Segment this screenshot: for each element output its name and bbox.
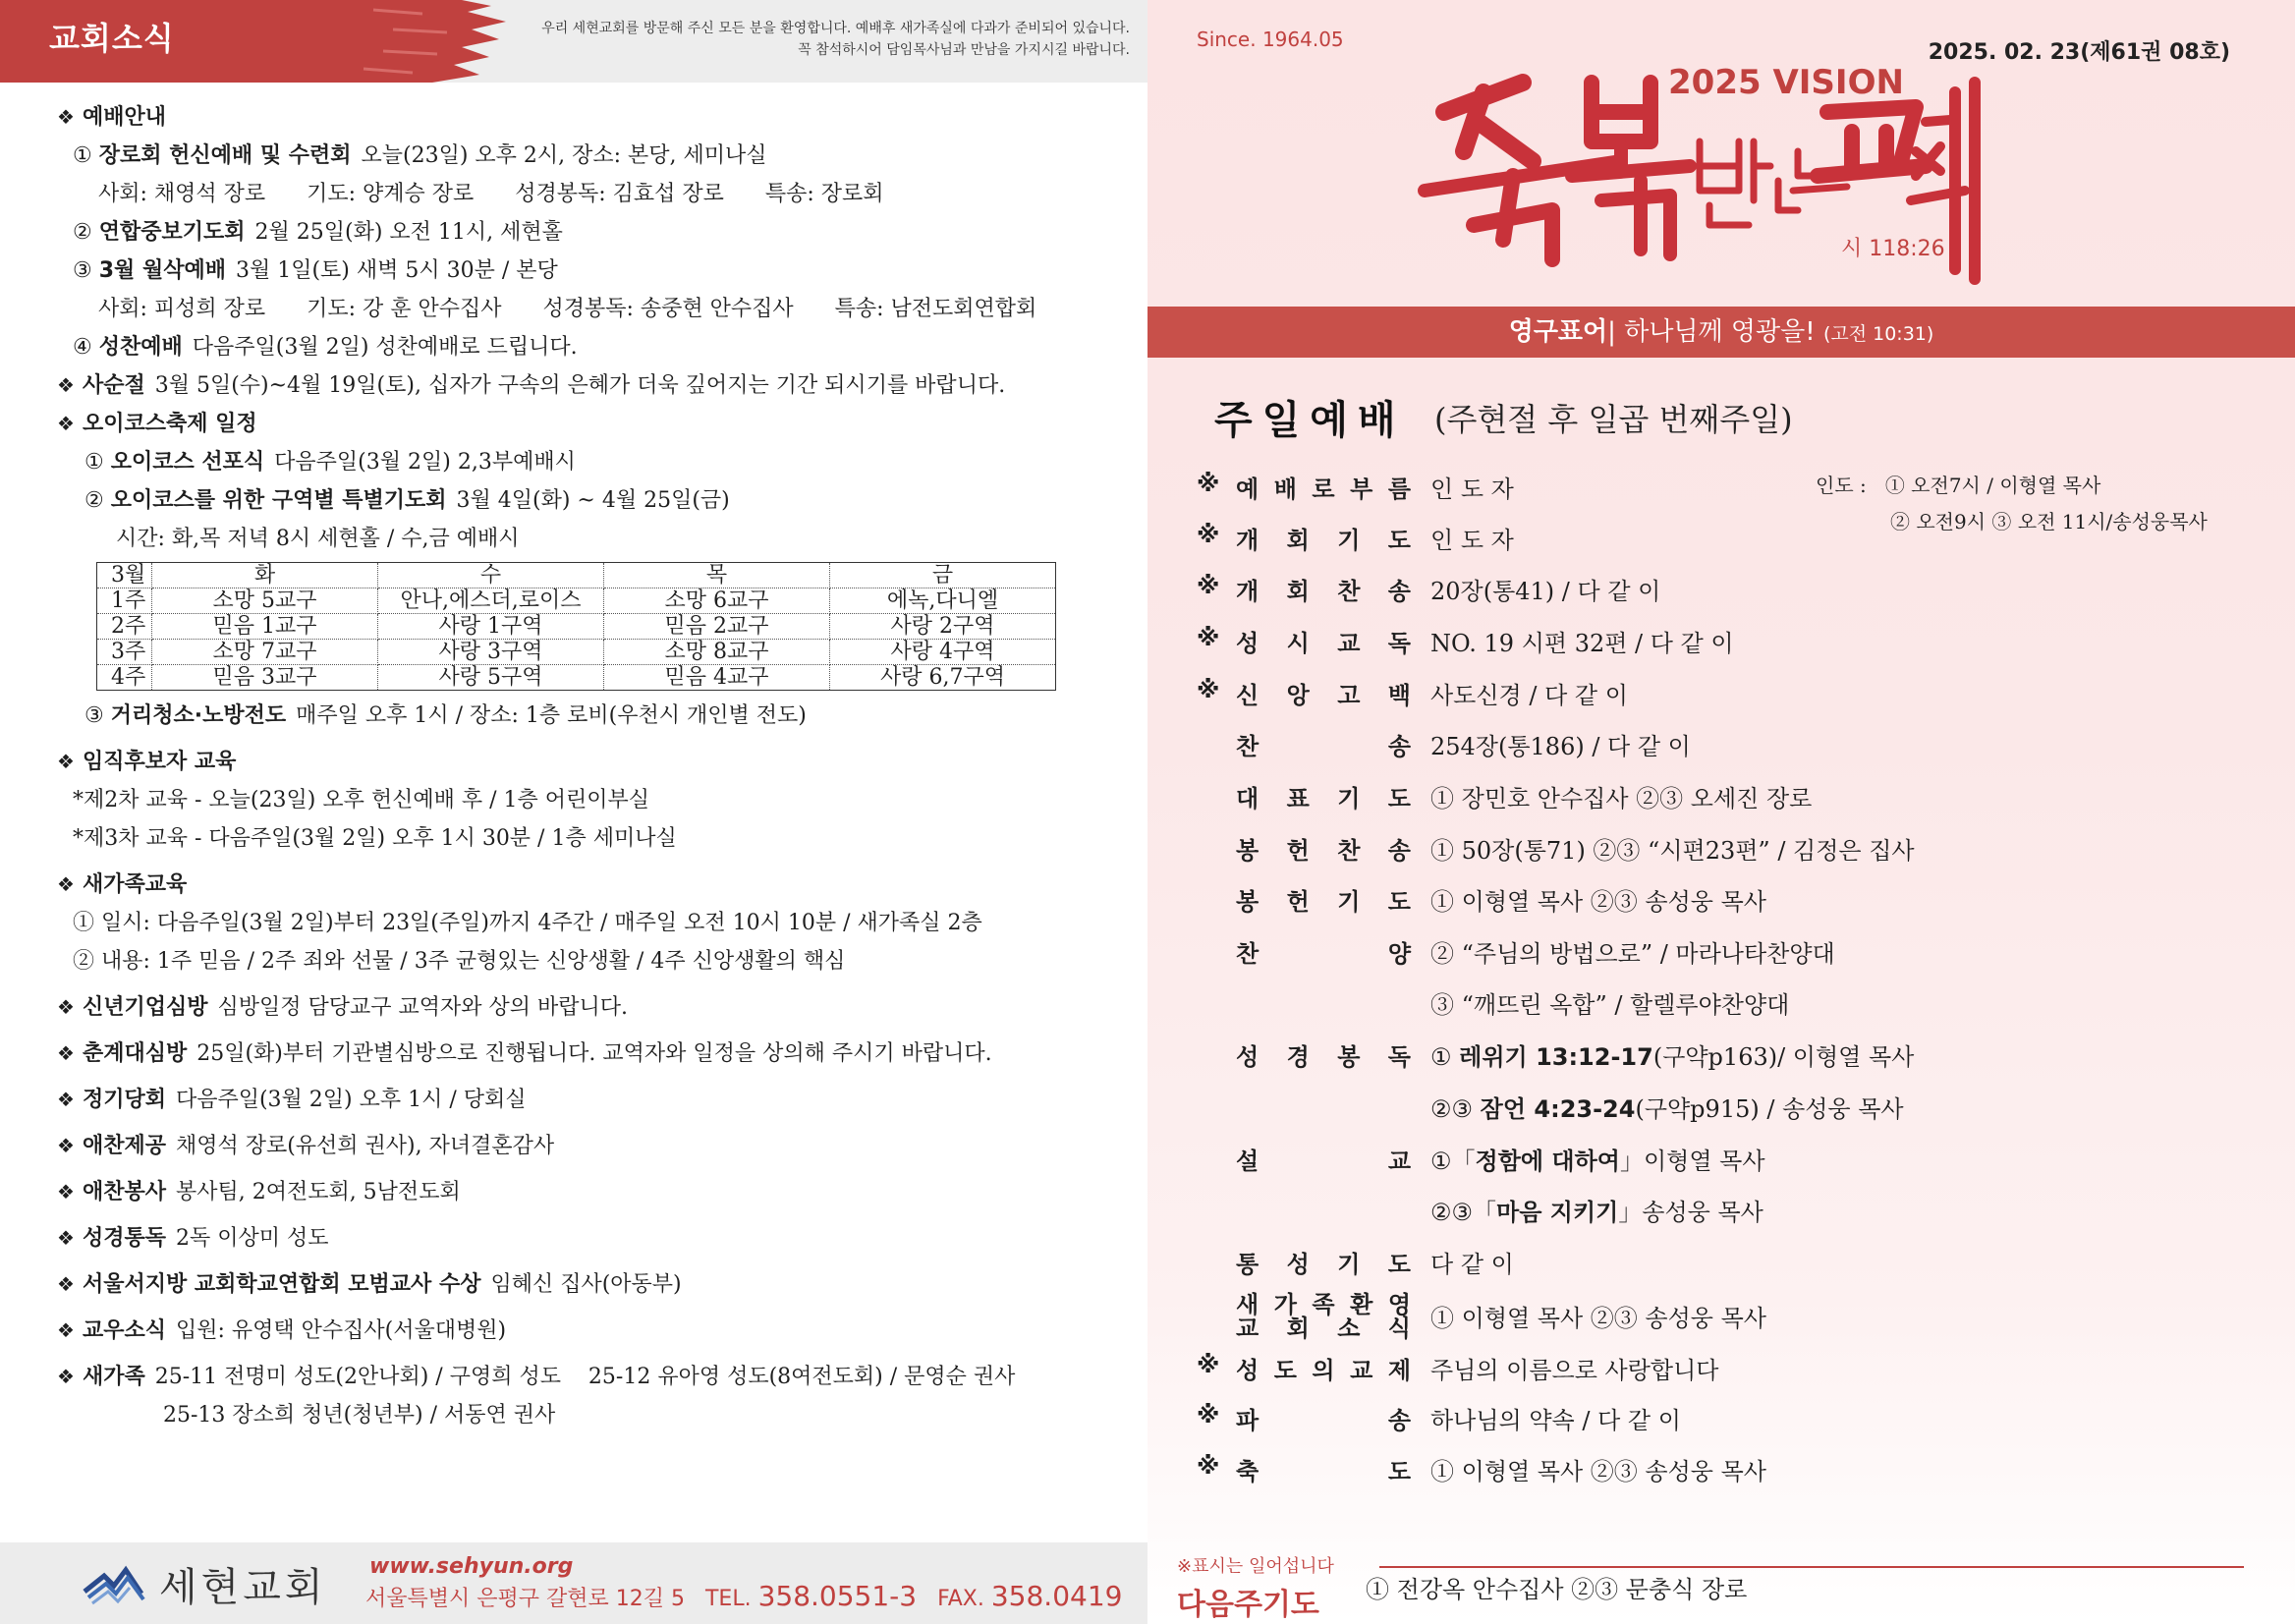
order-value: 주님의 이름으로 사랑합니다 bbox=[1430, 1357, 1719, 1384]
heading: 예배안내 bbox=[82, 105, 166, 130]
address-text: 서울특별시 은평구 갈현로 12길 5 bbox=[365, 1587, 685, 1611]
item-head: 3월 월삭예배 bbox=[98, 258, 226, 283]
table-cell: 사랑 3구역 bbox=[378, 640, 604, 665]
table-cell: 사랑 4구역 bbox=[830, 640, 1056, 665]
item-head: 오이코스 선포식 bbox=[110, 450, 265, 475]
item-detail: 시간: 화,목 저녁 8시 세현홀 / 수,금 예배시 bbox=[116, 527, 520, 551]
bullet-icon: ❖ bbox=[57, 1134, 75, 1157]
welcome-line: 꼭 참석하시어 담임목사님과 만남을 가지시길 바랍니다. bbox=[798, 42, 1130, 58]
order-value: ② “주님의 방법으로” / 마라나타찬양대 bbox=[1430, 940, 1835, 968]
value-prefix: ①「 bbox=[1430, 1148, 1476, 1175]
order-label: 통 성 기 도 bbox=[1236, 1251, 1411, 1278]
item-head: 장로회 헌신예배 및 수련회 bbox=[98, 143, 352, 168]
table-cell: 소망 6교구 bbox=[604, 588, 830, 614]
notice-item bbox=[57, 1127, 1100, 1165]
ordination-heading bbox=[57, 743, 1100, 781]
order-value: 20장(통41) / 다 같 이 bbox=[1430, 578, 1661, 605]
table-row bbox=[97, 665, 1056, 691]
standing-mark: ※ bbox=[1197, 1351, 1220, 1378]
standing-note: ※표시는 일어섭니다 bbox=[1177, 1556, 1334, 1577]
order-value: ① 이형열 목사 ②③ 송성웅 목사 bbox=[1430, 1305, 1766, 1332]
table-row bbox=[97, 640, 1056, 665]
leader-line: ② 오전9시 ③ 오전 11시/송성웅목사 bbox=[1890, 510, 2208, 533]
notice-text: 2독 이상미 성도 bbox=[175, 1226, 329, 1251]
standing-mark: ※ bbox=[1197, 1401, 1220, 1428]
fax-number: 358.0419 bbox=[990, 1580, 1123, 1612]
value-rest: (구약p915) / 송성웅 목사 bbox=[1635, 1095, 1904, 1123]
item-detail: 사회: 피성희 장로 기도: 강 훈 안수집사 성경봉독: 송중현 안수집사 특송: 남전도회연합회 bbox=[98, 297, 1037, 321]
website-link[interactable]: www.sehyun.org bbox=[369, 1554, 574, 1579]
order-label: 찬 송 bbox=[1236, 733, 1411, 760]
notice-head: 성경통독 bbox=[82, 1226, 166, 1251]
notice-head: 교우소식 bbox=[82, 1318, 166, 1343]
motto-banner bbox=[1148, 307, 2295, 358]
order-label: 개 회 기 도 bbox=[1236, 527, 1411, 554]
table-row bbox=[97, 614, 1056, 640]
welcome-line: 우리 세현교회를 방문해 주신 모든 분을 환영합니다. 예배후 새가족실에 다과가 준비되어 있습니다. bbox=[541, 21, 1130, 36]
order-label: 예 배 로 부 름 bbox=[1236, 476, 1411, 503]
standing-mark: ※ bbox=[1197, 624, 1220, 651]
list-item: *제3차 교육 - 다음주일(3월 2일) 오후 1시 30분 / 1층 세미나실 bbox=[73, 826, 677, 851]
bullet-icon: ❖ bbox=[57, 1041, 75, 1065]
order-label bbox=[1236, 1293, 1411, 1340]
table-cell: 에녹,다니엘 bbox=[830, 588, 1056, 614]
notice-item bbox=[57, 1312, 1100, 1350]
welcome-message bbox=[541, 18, 1130, 61]
order-value bbox=[1430, 1037, 1914, 1072]
news-header bbox=[0, 0, 1148, 83]
list-item bbox=[59, 443, 1100, 481]
next-prayer-text: ① 전강옥 안수집사 ②③ 문충식 장로 bbox=[1366, 1576, 1748, 1603]
heading: 오이코스축제 일정 bbox=[82, 412, 257, 436]
table-cell: 사랑 6,7구역 bbox=[830, 665, 1056, 691]
item-number: ③ bbox=[73, 258, 92, 283]
value-emphasis: 잠언 4:23-24 bbox=[1480, 1095, 1636, 1123]
bullet-icon: ❖ bbox=[57, 750, 75, 773]
item-text: 오늘(23일) 오후 2시, 장소: 본당, 세미나실 bbox=[361, 143, 767, 168]
order-value: ① 장민호 안수집사 ②③ 오세진 장로 bbox=[1430, 785, 1813, 812]
motto-separator: | bbox=[1607, 317, 1616, 347]
table-header-row bbox=[97, 563, 1056, 588]
table-cell: 믿음 2교구 bbox=[604, 614, 830, 640]
worship-title: 주일예배 bbox=[1214, 398, 1406, 443]
order-label-line: 교 회 소 식 bbox=[1236, 1315, 1411, 1342]
value-prefix: ① bbox=[1430, 1043, 1460, 1071]
next-prayer-title: 다음주기도 bbox=[1177, 1588, 1319, 1622]
notice-text: 임혜신 집사(아동부) bbox=[490, 1272, 682, 1297]
table-header-cell: 목 bbox=[604, 563, 830, 588]
heading: 임직후보자 교육 bbox=[82, 750, 237, 774]
order-label: 신 앙 고 백 bbox=[1236, 682, 1411, 709]
list-item: ① 일시: 다음주일(3월 2일)부터 23일(주일)까지 4주간 / 매주일 오전 10시 10분 / 새가족실 2층 bbox=[73, 911, 982, 935]
table-cell: 2주 bbox=[97, 614, 152, 640]
order-value: ③ “깨뜨린 옥합” / 할렐루야찬양대 bbox=[1430, 991, 1790, 1019]
notice-item bbox=[57, 988, 1100, 1027]
order-value bbox=[1430, 1142, 1765, 1176]
order-value bbox=[1430, 1193, 1763, 1227]
table-cell: 믿음 1교구 bbox=[152, 614, 378, 640]
notice-text: 25-13 장소희 청년(청년부) / 서동연 권사 bbox=[163, 1403, 556, 1428]
verse-reference: 시 118:26 bbox=[1841, 237, 1945, 261]
church-name: 세현교회 bbox=[159, 1565, 327, 1610]
notice-item bbox=[57, 1081, 1100, 1119]
section-title: 교회소식 bbox=[49, 20, 175, 57]
value-prefix: ②③「 bbox=[1430, 1199, 1497, 1226]
order-value: NO. 19 시편 32편 / 다 같 이 bbox=[1430, 630, 1734, 657]
item-number: ③ bbox=[84, 703, 104, 728]
order-value: 인 도 자 bbox=[1430, 476, 1514, 503]
tel-label: TEL. bbox=[704, 1587, 752, 1611]
motto-label: 영구표어 bbox=[1508, 317, 1608, 347]
notice-item bbox=[57, 1173, 1100, 1211]
notice-head: 정기당회 bbox=[82, 1088, 166, 1112]
standing-mark: ※ bbox=[1197, 470, 1220, 497]
list-item bbox=[59, 328, 1100, 366]
notice-head: 새가족 bbox=[82, 1365, 145, 1389]
item-detail: 사회: 채영석 장로 기도: 양계승 장로 성경봉독: 김효섭 장로 특송: 장로회 bbox=[98, 182, 884, 206]
worship-guide-heading bbox=[57, 98, 1100, 137]
notice-head: 서울서지방 교회학교연합회 모범교사 수상 bbox=[82, 1272, 481, 1297]
motto-text: 하나님께 영광을! bbox=[1624, 317, 1816, 347]
order-value: ① 50장(통71) ②③ “시편23편” / 김정은 집사 bbox=[1430, 837, 1915, 865]
order-value: ① 이형열 목사 ②③ 송성웅 목사 bbox=[1430, 1458, 1766, 1485]
bullet-icon: ❖ bbox=[57, 1318, 75, 1342]
order-value bbox=[1430, 1090, 1904, 1124]
table-cell: 3주 bbox=[97, 640, 152, 665]
order-label: 설 교 bbox=[1236, 1148, 1411, 1175]
table-cell: 사랑 2구역 bbox=[830, 614, 1056, 640]
notice-item bbox=[57, 1265, 1100, 1304]
value-emphasis: 마음 지키기 bbox=[1496, 1199, 1619, 1226]
item-head: 오이코스를 위한 구역별 특별기도회 bbox=[110, 488, 447, 513]
contact-info bbox=[365, 1580, 1122, 1612]
table-header-cell: 3월 bbox=[97, 563, 152, 588]
item-text: 매주일 오후 1시 / 장소: 1층 로비(우천시 개인별 전도) bbox=[296, 703, 807, 728]
standing-mark: ※ bbox=[1197, 676, 1220, 703]
table-cell: 사랑 5구역 bbox=[378, 665, 604, 691]
table-cell: 믿음 4교구 bbox=[604, 665, 830, 691]
heading: 새가족교육 bbox=[82, 872, 188, 897]
bullet-icon: ❖ bbox=[57, 1180, 75, 1204]
church-logo-icon bbox=[83, 1562, 161, 1605]
leader-line bbox=[1816, 468, 2208, 504]
table-cell: 사랑 1구역 bbox=[378, 614, 604, 640]
value-prefix: ②③ bbox=[1430, 1095, 1481, 1123]
order-label: 개 회 찬 송 bbox=[1236, 578, 1411, 605]
order-label: 성 경 봉 독 bbox=[1236, 1043, 1411, 1071]
item-text: 다음주일(3월 2일) 2,3부예배시 bbox=[274, 450, 576, 475]
fax-label: FAX. bbox=[937, 1587, 984, 1611]
lent-notice bbox=[57, 366, 1100, 405]
notice-text: 봉사팀, 2여전도회, 5남전도회 bbox=[175, 1180, 461, 1204]
item-text: 3월 1일(토) 새벽 5시 30분 / 본당 bbox=[235, 258, 558, 283]
motto-reference: (고전 10:31) bbox=[1822, 323, 1934, 345]
order-label: 성 시 교 독 bbox=[1236, 630, 1411, 657]
bullet-icon: ❖ bbox=[57, 1226, 75, 1250]
list-item: ② 내용: 1주 믿음 / 2주 죄와 선물 / 3주 균형있는 신앙생활 / 4주 신앙생활의 핵심 bbox=[73, 949, 846, 974]
value-rest: (구약p163)/ 이형열 목사 bbox=[1652, 1043, 1915, 1071]
order-value: 254장(통186) / 다 같 이 bbox=[1430, 733, 1691, 760]
heading: 사순절 bbox=[82, 373, 145, 398]
notice-text: 25일(화)부터 기관별심방으로 진행됩니다. 교역자와 일정을 상의해 주시기 바랍니다. bbox=[196, 1041, 992, 1066]
worship-subtitle: (주현절 후 일곱 번째주일) bbox=[1434, 401, 1793, 438]
order-value: 인 도 자 bbox=[1430, 527, 1514, 554]
vision-label: 2025 VISION bbox=[1668, 63, 1904, 102]
item-text: 2월 25일(화) 오전 11시, 세현홀 bbox=[254, 220, 563, 245]
order-value: 다 같 이 bbox=[1430, 1251, 1514, 1278]
list-item bbox=[59, 481, 1100, 520]
table-row bbox=[97, 588, 1056, 614]
order-label: 봉 헌 기 도 bbox=[1236, 888, 1411, 916]
order-label: 봉 헌 찬 송 bbox=[1236, 837, 1411, 865]
notice-head: 애찬봉사 bbox=[82, 1180, 166, 1204]
table-cell: 1주 bbox=[97, 588, 152, 614]
notice-item bbox=[57, 1035, 1100, 1073]
bullet-icon: ❖ bbox=[57, 872, 75, 896]
item-head: 거리청소·노방전도 bbox=[110, 703, 287, 728]
item-number: ② bbox=[73, 220, 92, 245]
table-cell: 소망 5교구 bbox=[152, 588, 378, 614]
notice-item bbox=[57, 1219, 1100, 1258]
oikos-heading bbox=[57, 405, 1100, 443]
notice-text: 입원: 유영택 안수집사(서울대병원) bbox=[175, 1318, 507, 1343]
notice-text: 3월 5일(수)~4월 19일(토), 십자가 구속의 은혜가 더욱 깊어지는 기간 되시기를 바랍니다. bbox=[154, 373, 1006, 398]
order-value: 사도신경 / 다 같 이 bbox=[1430, 682, 1628, 709]
bullet-icon: ❖ bbox=[57, 1365, 75, 1388]
table-cell: 믿음 3교구 bbox=[152, 665, 378, 691]
item-number: ② bbox=[84, 488, 104, 513]
value-rest: 」이형열 목사 bbox=[1619, 1148, 1765, 1175]
notice-text: 채영석 장로(유선희 권사), 자녀결혼감사 bbox=[175, 1134, 555, 1158]
divider-line bbox=[1379, 1566, 2244, 1568]
bullet-icon: ❖ bbox=[57, 105, 75, 129]
table-header-cell: 수 bbox=[378, 563, 604, 588]
table-header-cell: 화 bbox=[152, 563, 378, 588]
table-cell: 소망 7교구 bbox=[152, 640, 378, 665]
bullet-icon: ❖ bbox=[57, 995, 75, 1019]
bullet-icon: ❖ bbox=[57, 412, 75, 435]
notice-text: 다음주일(3월 2일) 오후 1시 / 당회실 bbox=[175, 1088, 527, 1112]
list-item bbox=[59, 137, 1100, 175]
item-number: ④ bbox=[73, 335, 92, 360]
notice-text: 25-11 전명미 성도(2안나회) / 구영희 성도 25-12 유아영 성도(8여전도회) / 문영순 권사 bbox=[154, 1365, 1016, 1389]
order-label: 축 도 bbox=[1236, 1458, 1411, 1485]
item-text: 3월 4일(화) ~ 4월 25일(금) bbox=[456, 488, 730, 513]
issue-date: 2025. 02. 23(제61권 08호) bbox=[1928, 40, 2230, 65]
order-label: 대 표 기 도 bbox=[1236, 785, 1411, 812]
order-value: 하나님의 약속 / 다 같 이 bbox=[1430, 1407, 1681, 1434]
newfamily-heading bbox=[57, 866, 1100, 904]
item-number: ① bbox=[73, 143, 92, 168]
item-head: 성찬예배 bbox=[98, 335, 183, 360]
notice-text: 심방일정 담당교구 교역자와 상의 바랍니다. bbox=[217, 995, 628, 1020]
worship-order-page bbox=[1148, 0, 2295, 1624]
list-item: *제2차 교육 - 오늘(23일) 오후 헌신예배 후 / 1층 어린이부실 bbox=[73, 788, 649, 812]
prayer-schedule-table bbox=[96, 562, 1056, 691]
bullet-icon: ❖ bbox=[57, 373, 75, 397]
order-label: 파 송 bbox=[1236, 1407, 1411, 1434]
leader-label: 인도 : bbox=[1816, 474, 1867, 497]
list-item bbox=[59, 697, 1100, 735]
table-cell: 안나,에스더,로이스 bbox=[378, 588, 604, 614]
leader-info bbox=[1816, 468, 2208, 540]
standing-mark: ※ bbox=[1197, 1452, 1220, 1480]
news-body bbox=[59, 98, 1100, 1434]
order-value: ① 이형열 목사 ②③ 송성웅 목사 bbox=[1430, 888, 1766, 916]
value-emphasis: 레위기 13:12-17 bbox=[1459, 1043, 1653, 1071]
standing-mark: ※ bbox=[1197, 521, 1220, 548]
standing-mark: ※ bbox=[1197, 572, 1220, 599]
item-head: 연합중보기도회 bbox=[98, 220, 246, 245]
tel-number: 358.0551-3 bbox=[757, 1580, 918, 1612]
order-label-line: 새 가 족 환 영 bbox=[1236, 1291, 1411, 1318]
notice-head: 춘계대심방 bbox=[82, 1041, 188, 1066]
list-item bbox=[59, 213, 1100, 252]
value-rest: 」송성웅 목사 bbox=[1618, 1199, 1763, 1226]
list-item bbox=[59, 252, 1100, 290]
table-header-cell: 금 bbox=[830, 563, 1056, 588]
bullet-icon: ❖ bbox=[57, 1088, 75, 1111]
table-cell: 4주 bbox=[97, 665, 152, 691]
notice-head: 신년기업심방 bbox=[82, 995, 208, 1020]
next-prayer-block bbox=[1177, 1552, 1334, 1623]
newcomers-item bbox=[57, 1358, 1100, 1396]
value-emphasis: 정함에 대하여 bbox=[1475, 1148, 1620, 1175]
table-cell: 소망 8교구 bbox=[604, 640, 830, 665]
item-number: ① bbox=[84, 450, 104, 475]
item-text: 다음주일(3월 2일) 성찬예배로 드립니다. bbox=[192, 335, 578, 360]
leader-text: ① 오전7시 / 이형열 목사 bbox=[1884, 474, 2101, 497]
notice-head: 애찬제공 bbox=[82, 1134, 166, 1158]
church-footer bbox=[0, 1542, 1148, 1624]
order-label: 성 도 의 교 제 bbox=[1236, 1357, 1411, 1384]
since-label: Since. 1964.05 bbox=[1197, 28, 1344, 51]
order-label: 찬 양 bbox=[1236, 940, 1411, 968]
bullet-icon: ❖ bbox=[57, 1272, 75, 1296]
